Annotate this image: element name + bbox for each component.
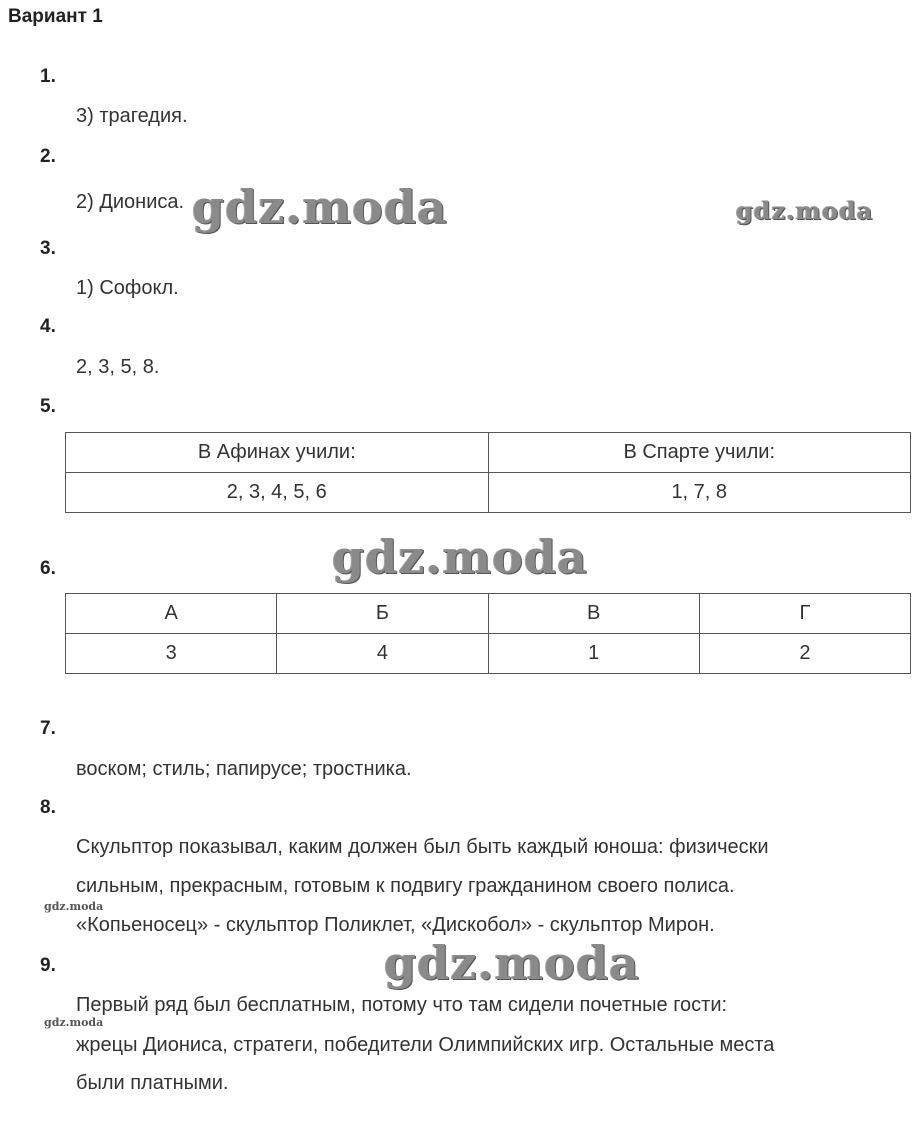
table-cell-v: 1	[488, 634, 699, 674]
watermark-logo: gdz.moda	[44, 900, 104, 913]
answer-7: воском; стиль; папирусе; тростника.	[76, 758, 412, 780]
table-cell-g: 2	[699, 634, 910, 674]
table-header-v: В	[488, 594, 699, 634]
table-header-a: А	[66, 594, 277, 634]
question-number-9: 9.	[40, 955, 56, 976]
answer-8-line-3: «Копьеносец» - скульптор Поликлет, «Дискобол» - скульптор Мирон.	[76, 914, 715, 936]
answer-table-5	[65, 432, 911, 513]
table-cell-b: 4	[277, 634, 488, 674]
watermark-logo: gdz.moda	[736, 196, 874, 225]
question-number-5: 5.	[40, 396, 56, 417]
question-number-1: 1.	[40, 66, 56, 87]
answer-1: 3) трагедия.	[76, 105, 188, 127]
table-header-sparta: В Спарте учили:	[488, 433, 911, 473]
watermark-logo: gdz.moda	[44, 1016, 104, 1029]
watermark-logo: gdz.moda	[332, 530, 588, 584]
answer-9-line-2: жрецы Диониса, стратеги, победители Олимпийских игр. Остальные места	[76, 1034, 775, 1056]
table-cell-a: 3	[66, 634, 277, 674]
table-header-athens: В Афинах учили:	[66, 433, 489, 473]
table-cell-sparta: 1, 7, 8	[488, 473, 911, 513]
answer-table-6	[65, 593, 911, 674]
answer-8-line-2: сильным, прекрасным, готовым к подвигу гражданином своего полиса.	[76, 875, 735, 897]
question-number-4: 4.	[40, 316, 56, 337]
question-number-2: 2.	[40, 146, 56, 167]
watermark-logo: gdz.moda	[192, 180, 448, 234]
answer-8-line-1: Скульптор показывал, каким должен был быть каждый юноша: физически	[76, 836, 769, 858]
question-number-6: 6.	[40, 558, 56, 579]
table-cell-athens: 2, 3, 4, 5, 6	[66, 473, 489, 513]
answer-9-line-3: были платными.	[76, 1072, 229, 1094]
answer-9-line-1: Первый ряд был бесплатным, потому что там сидели почетные гости:	[76, 994, 728, 1016]
answer-3: 1) Софокл.	[76, 277, 179, 299]
question-number-7: 7.	[40, 718, 56, 739]
answer-2: 2) Диониса.	[76, 191, 185, 213]
question-number-3: 3.	[40, 238, 56, 259]
watermark-logo: gdz.moda	[384, 936, 640, 990]
page-title: Вариант 1	[8, 6, 103, 27]
answer-4: 2, 3, 5, 8.	[76, 356, 160, 378]
table-header-b: Б	[277, 594, 488, 634]
question-number-8: 8.	[40, 797, 56, 818]
table-header-g: Г	[699, 594, 910, 634]
